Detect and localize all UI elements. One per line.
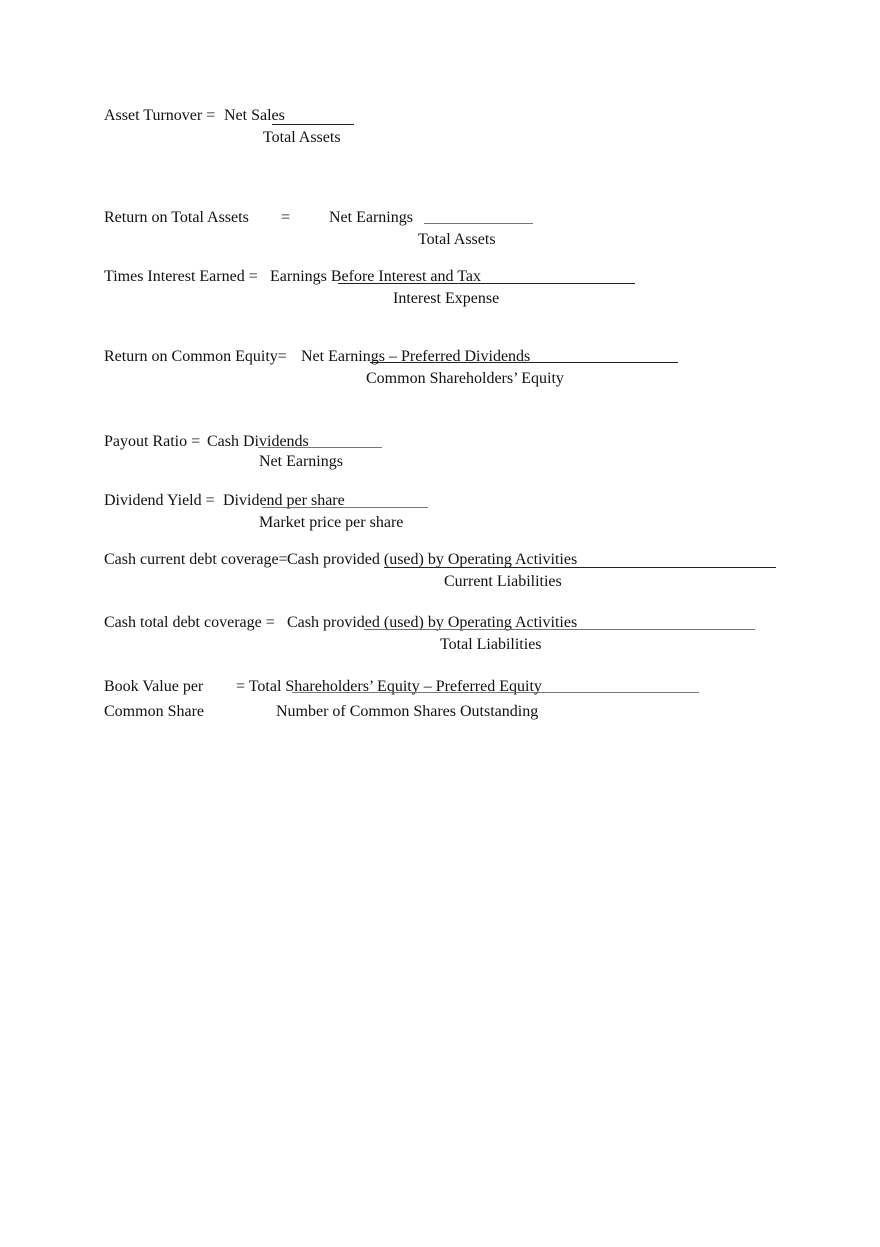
fraction-bar [258, 447, 382, 448]
formula-label: Return on Common Equity= [104, 348, 287, 365]
formula-numerator: Cash provided (used) by Operating Activities [287, 614, 578, 631]
formula-numerator: Cash Dividends [207, 433, 309, 450]
fraction-bar [338, 283, 635, 284]
formula-label-line2: Common Share [104, 703, 204, 720]
fraction-bar [364, 629, 755, 630]
formula-numerator: Net Earnings [329, 209, 413, 226]
formula-label: Asset Turnover = [104, 107, 216, 124]
formula-numerator: Earnings Before Interest and Tax [270, 268, 481, 285]
formula-denominator: Market price per share [259, 514, 404, 531]
formula-label: Payout Ratio = [104, 433, 201, 450]
formula-denominator: Number of Common Shares Outstanding [276, 703, 539, 720]
formula-label: Times Interest Earned = [104, 268, 258, 285]
formula-label-line1: Book Value per [104, 678, 204, 695]
formula-label: Cash total debt coverage = [104, 614, 275, 631]
formula-denominator: Total Liabilities [440, 636, 542, 653]
formula-label: Cash current debt coverage= [104, 551, 288, 568]
formula-numerator: = Total Shareholders’ Equity – Preferred Equity [236, 678, 542, 695]
fraction-bar [272, 124, 354, 125]
formula-numerator: Net Sales [224, 107, 285, 124]
formula-numerator: Dividend per share [223, 492, 345, 509]
fraction-bar [384, 567, 776, 568]
formula-denominator: Current Liabilities [444, 573, 562, 590]
formula-denominator: Common Shareholders’ Equity [366, 370, 564, 387]
fraction-bar [292, 692, 699, 693]
formula-denominator: Total Assets [418, 231, 496, 248]
formula-numerator: Net Earnings – Preferred Dividends [301, 348, 531, 365]
formula-label: Return on Total Assets [104, 209, 249, 226]
formula-denominator: Interest Expense [393, 290, 500, 307]
formula-numerator: Cash provided (used) by Operating Activities [287, 551, 578, 568]
equals-sign: = [281, 209, 291, 226]
fraction-bar [424, 223, 533, 224]
fraction-bar [370, 362, 678, 363]
formula-label: Dividend Yield = [104, 492, 215, 509]
fraction-bar [262, 507, 428, 508]
formula-denominator: Net Earnings [259, 453, 343, 470]
formula-denominator: Total Assets [263, 129, 341, 146]
